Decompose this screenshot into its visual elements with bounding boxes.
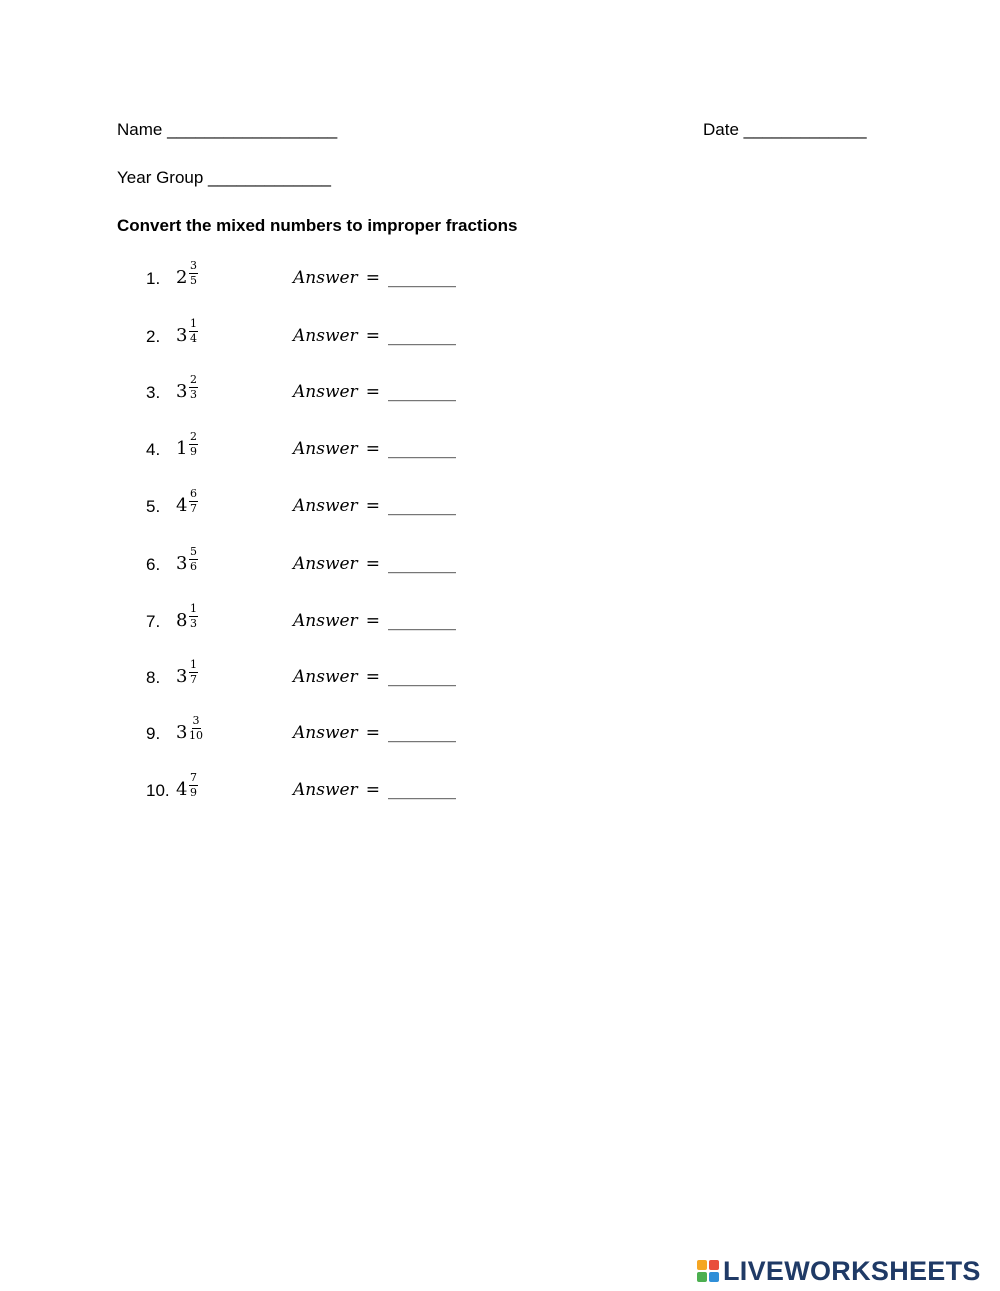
fraction-part [189,374,198,401]
question-number: 1. [146,269,161,288]
answer-label: Answer [293,554,358,574]
whole-part: 3 [176,325,188,346]
question-row [146,770,546,810]
question-row [146,258,546,298]
question-row [146,372,546,412]
question-row [146,601,546,641]
answer-label: Answer [293,780,358,800]
question-number: 2. [146,327,161,346]
answer-field[interactable] [293,382,456,402]
question-row [146,713,546,753]
equals-sign: = [365,439,380,459]
answer-blank[interactable]: ________ [387,780,456,800]
whole-part: 4 [176,779,188,800]
denominator: 9 [190,445,197,458]
answer-blank[interactable]: ________ [387,723,456,743]
denominator: 3 [190,617,197,630]
answer-blank[interactable]: ________ [387,554,456,574]
whole-part: 4 [176,495,188,516]
answer-label: Answer [293,611,358,631]
question-number: 4. [146,440,161,459]
denominator: 10 [189,729,203,742]
equals-sign: = [365,268,380,288]
question-row [146,486,546,526]
fraction-part [189,659,198,686]
fraction-part [189,546,198,573]
equals-sign: = [365,780,380,800]
denominator: 5 [190,274,197,287]
equals-sign: = [365,326,380,346]
fraction-part [189,603,198,630]
whole-part: 3 [176,381,188,402]
question-row [146,657,546,697]
numerator: 2 [190,430,197,443]
equals-sign: = [365,382,380,402]
denominator: 6 [190,560,197,573]
question-number: 3. [146,383,161,402]
answer-blank[interactable]: ________ [387,382,456,402]
denominator: 3 [190,388,197,401]
answer-field[interactable] [293,496,456,516]
answer-label: Answer [293,496,358,516]
answer-blank[interactable]: ________ [387,496,456,516]
equals-sign: = [365,554,380,574]
answer-field[interactable] [293,723,456,743]
logo-squares-icon [697,1260,719,1282]
answer-field[interactable] [293,554,456,574]
answer-label: Answer [293,723,358,743]
answer-field[interactable] [293,326,456,346]
answer-blank[interactable]: ________ [387,439,456,459]
year-group-field[interactable]: Year Group _____________ [117,168,331,187]
answer-label: Answer [293,268,358,288]
denominator: 7 [190,502,197,515]
logo-square [697,1272,707,1282]
fraction-part [189,715,203,742]
numerator: 7 [190,771,197,784]
equals-sign: = [365,611,380,631]
fraction-part [189,431,198,458]
logo-text: LIVEWORKSHEETS [723,1256,981,1286]
logo-square [697,1260,707,1270]
numerator: 6 [190,487,197,500]
numerator: 1 [190,602,197,615]
equals-sign: = [365,667,380,687]
date-field[interactable]: Date _____________ [703,120,867,139]
question-number: 5. [146,497,161,516]
logo-square [709,1260,719,1270]
whole-part: 1 [176,438,188,459]
question-number: 7. [146,612,161,631]
answer-blank[interactable]: ________ [387,667,456,687]
answer-field[interactable] [293,611,456,631]
whole-part: 3 [176,553,188,574]
equals-sign: = [365,496,380,516]
name-field[interactable]: Name __________________ [117,120,338,139]
question-row [146,316,546,356]
denominator: 7 [190,673,197,686]
equals-sign: = [365,723,380,743]
numerator: 3 [192,714,200,727]
answer-blank[interactable]: ________ [387,611,456,631]
fraction-part [189,488,198,515]
logo-square [709,1272,719,1282]
question-number: 9. [146,724,161,743]
fraction-part [189,318,198,345]
numerator: 1 [190,317,197,330]
question-number: 8. [146,668,161,687]
denominator: 4 [190,332,197,345]
answer-field[interactable] [293,439,456,459]
whole-part: 3 [176,722,188,743]
question-number: 10. [146,781,170,800]
question-row [146,544,546,584]
instruction-heading: Convert the mixed numbers to improper fractions [117,216,518,235]
liveworksheets-logo [697,1257,981,1285]
denominator: 9 [190,786,197,799]
fraction-part [189,260,198,287]
answer-blank[interactable]: ________ [387,268,456,288]
answer-field[interactable] [293,780,456,800]
answer-field[interactable] [293,268,456,288]
answer-label: Answer [293,326,358,346]
question-number: 6. [146,555,161,574]
answer-blank[interactable]: ________ [387,326,456,346]
numerator: 3 [190,259,197,272]
whole-part: 3 [176,666,188,687]
numerator: 5 [190,545,197,558]
whole-part: 2 [176,267,188,288]
answer-label: Answer [293,382,358,402]
answer-label: Answer [293,439,358,459]
numerator: 2 [190,373,197,386]
fraction-part [189,772,198,799]
question-row [146,429,546,469]
answer-label: Answer [293,667,358,687]
answer-field[interactable] [293,667,456,687]
whole-part: 8 [176,610,188,631]
numerator: 1 [190,658,197,671]
